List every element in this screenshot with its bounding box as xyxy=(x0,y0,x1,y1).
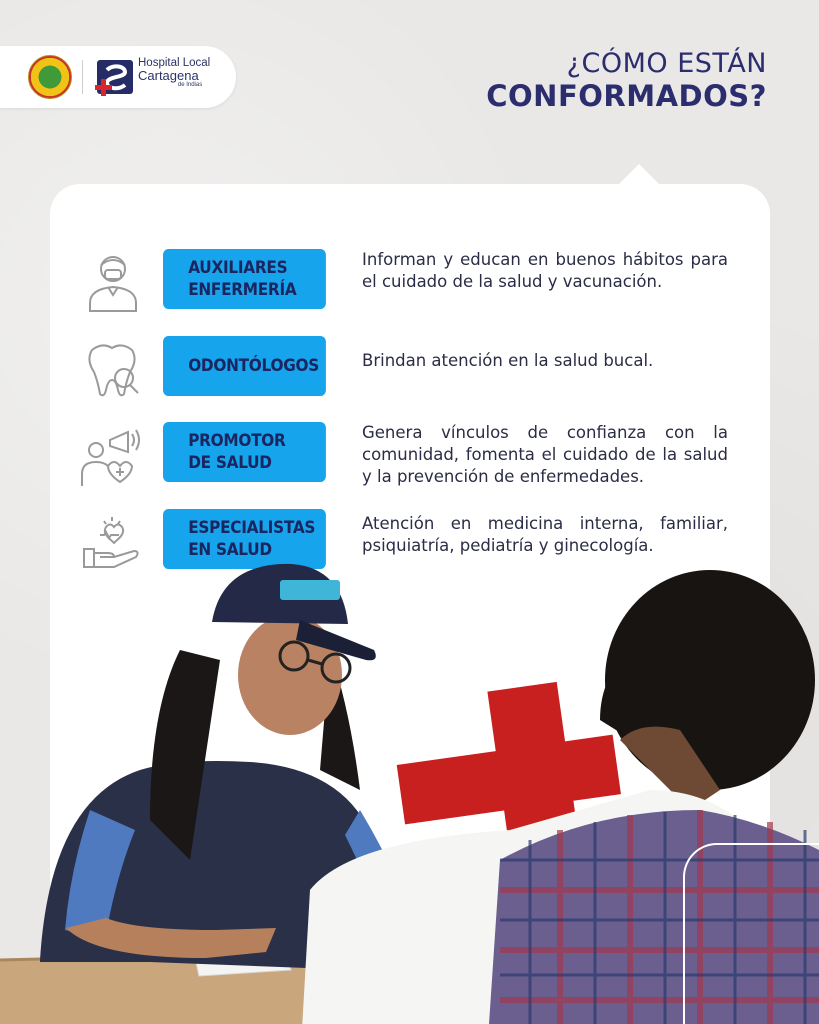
city-seal-logo xyxy=(28,55,72,99)
hospital-name-line3: de Indias xyxy=(177,82,203,88)
role-label xyxy=(163,249,326,309)
list-item xyxy=(78,420,738,490)
role-label xyxy=(163,422,326,482)
decorative-outline xyxy=(683,843,819,1024)
list-item xyxy=(78,247,738,317)
page-title-line1: ¿CÓMO ESTÁN xyxy=(566,48,767,79)
card-pointer xyxy=(618,164,660,185)
logo-divider xyxy=(82,60,83,94)
role-label xyxy=(163,336,326,396)
list-item xyxy=(78,334,738,404)
role-label-line2: EN SALUD xyxy=(188,540,272,560)
role-description: Informan y educan en buenos hábitos para el cuidado de la salud y vacunación. xyxy=(362,250,728,291)
page-title xyxy=(486,47,767,113)
role-description: Genera vínculos de confianza con la comunidad, fomenta el cuidado de la salud y la prevención de enfermedades. xyxy=(362,423,728,486)
hospital-name-line1: Hospital Local xyxy=(138,57,211,69)
hospital-name xyxy=(138,57,210,89)
hospital-logo-icon xyxy=(95,58,135,96)
nurse-icon xyxy=(78,249,144,313)
role-label-line1: AUXILIARES xyxy=(188,258,288,278)
logo-bar xyxy=(0,46,236,108)
role-label-line1: ODONTÓLOGOS xyxy=(188,356,319,376)
role-description: Brindan atención en la salud bucal. xyxy=(362,351,654,370)
role-label-line1: PROMOTOR xyxy=(188,431,286,451)
promoter-megaphone-icon xyxy=(78,422,144,486)
role-label-line2: DE SALUD xyxy=(188,453,272,473)
hospital-name-line2: Cartagena xyxy=(138,68,199,83)
role-label-line2: ENFERMERÍA xyxy=(188,280,297,300)
role-description: Atención en medicina interna, familiar, psiquiatría, pediatría y ginecología. xyxy=(362,514,728,555)
tooth-magnifier-icon xyxy=(78,336,144,400)
role-label-line1: ESPECIALISTAS xyxy=(188,518,316,538)
page-title-line2: CONFORMADOS? xyxy=(486,79,767,113)
